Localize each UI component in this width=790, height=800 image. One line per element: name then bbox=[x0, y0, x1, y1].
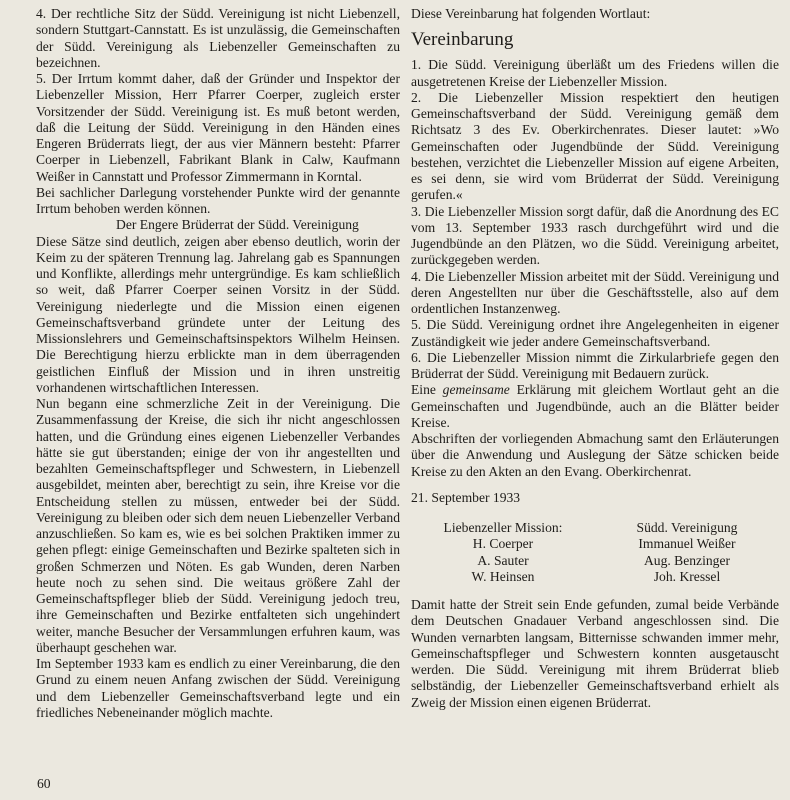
right-column bbox=[411, 6, 779, 711]
agreement-item-3: 3. Die Liebenzeller Mission sorgt dafür, daß die Anordnung des EC vom 13. September 1933 rasch durchgeführt wird und die Jugendbünde an den Plätzen, wo die Südd. Vereinigung arbeitet, zurückgegeben werden. bbox=[411, 203, 779, 268]
signatory-heading: Südd. Vereinigung bbox=[636, 520, 738, 535]
paragraph-damit: Damit hatte der Streit sein Ende gefunden, zumal beide Verbände dem Deutschen Gnadauer Verband angeschlossen sind. Die Wunden vernarbten langsam, Bitternisse schwanden immer mehr, Gemeinschaftspfleger und Schwestern konnten ausgetauscht werden. Die Südd. Vereinigung mit ihrem Brüderrat blieb selbständig, der Liebenzeller Gemeinschaftsverband erhielt als Zweig der Mission einen eigenen Brüderrat. bbox=[411, 597, 779, 710]
page-number: 60 bbox=[37, 776, 51, 791]
paragraph-saetze: Diese Sätze sind deutlich, zeigen aber ebenso deutlich, worin der Keim zu der späteren Trennung lag. Jahrelang gab es Spannungen und Konflikte, allerdings mehr untergründige. Es kam schließlich so weit, daß Pfarrer Coerper seinen Vorsitz in der Südd. Vereinigung niederlegte und die Mission einen eigenen Gemeinschaftsverband gründete unter der Leitung des Missionslehrers und Gemeinschaftsinspektors Wilhelm Heinsen. Die Berechtigung hierzu erblickte man in dem überragenden geistlichen Einfluß der Mission und in ihren unstreitig vorhandenen wirtschaftlichen Interessen. bbox=[36, 233, 400, 395]
paragraph-september: Im September 1933 kam es endlich zu einer Vereinbarung, die den Grund zu einem neuen Anfang zwischen der Südd. Vereinigung und dem Liebenzeller Gemeinschaftsverband legte und ein friedliches Nebeneinander möglich machte. bbox=[36, 656, 400, 720]
signatories-mission bbox=[411, 520, 595, 585]
signatories-vereinigung bbox=[595, 520, 779, 585]
left-column bbox=[36, 6, 400, 721]
agreement-item-5: 5. Die Südd. Vereinigung ordnet ihre Angelegenheiten in eigener Zuständigkeit wie jeder andere Gemeinschaftsverband. bbox=[411, 317, 779, 349]
signature-line: Der Engere Brüderrat der Südd. Vereinigung bbox=[116, 217, 359, 233]
signatory: Aug. Benzinger bbox=[643, 552, 731, 568]
gemeinsame-rest: Erklärung mit gleichem Wortlaut geht an die Gemeinschaften und Jugendbünde, auch an die Blätter beider Kreise. bbox=[411, 382, 780, 430]
signatory: Joh. Kressel bbox=[653, 568, 721, 584]
intro-line: Diese Vereinbarung hat folgenden Wortlaut: bbox=[411, 6, 651, 21]
gemeinsame-prefix: Eine bbox=[411, 382, 443, 398]
section-heading: Vereinbarung bbox=[411, 29, 514, 51]
signatory-heading: Liebenzeller Mission: bbox=[443, 520, 563, 535]
paragraph-darlegung: Bei sachlicher Darlegung vorstehender Punkte wird der genannte Irrtum behoben werden können. bbox=[36, 184, 400, 216]
paragraph-point-5: 5. Der Irrtum kommt daher, daß der Gründer und Inspektor der Liebenzeller Mission, Herr Pfarrer Coerper, zugleich erster Vorsitzender der Südd. Vereinigung ist. Es muß betont werden, daß die Leitung der Südd. Vereinigung in den Händen eines Engeren Brüderrats liegt, der aus vier Männern besteht: Pfarrer Coerper in Liebenzell, Fabrikant Blank in Calw, Kaufmann Weißer in Cannstatt und Professor Zimmermann in Korntal. bbox=[36, 71, 400, 184]
paragraph-nun: Nun begann eine schmerzliche Zeit in der Vereinigung. Die Zusammenfassung der Kreise, die sich ihr nicht angeschlossen hatten, und die Gründung eines eigenen Liebenzeller Verbandes hätte sie gut überstanden; einige der von ihr angestellten und bezahlten Gemeinschaftspfleger und Schwestern, in Liebenzell ausgebildet, meinten aber, berechtigt zu sein, ihre Kreise vor die Entscheidung stellen zu müssen, entweder bei der Südd. Vereinigung zu bleiben oder sich dem neuen Liebenzeller Verband anzuschließen. So kam es, wie es bei solchen Praktiken immer zu gehen pflegt: einige Gemeinschaften und Bezirke spalteten sich in großen Schmerzen und Nöten. Es gab Wunden, deren Narben heute noch zu sehen sind. Die weitaus größere Zahl der Gemeinschaftspfleger blieb der Südd. Vereinigung jedoch treu, ihre Gemeinschaften und Bezirke entfalteten sich ungehindert weiter, manche Besucher der Versammlungen erfuhren kaum, was überhaupt geschehen war. bbox=[36, 396, 400, 655]
paragraph-point-4: 4. Der rechtliche Sitz der Südd. Vereinigung ist nicht Liebenzell, sondern Stuttgart-Cannstatt. Es ist unzulässig, die Gemeinschaften der Südd. Vereinigung als Liebenzeller Gemeinschaften zu bezeichnen. bbox=[36, 6, 400, 70]
signature-block bbox=[411, 520, 779, 585]
paragraph-gemeinsame bbox=[411, 382, 779, 431]
gemeinsame-emphasis: gemeinsame bbox=[442, 382, 510, 398]
signatory: A. Sauter bbox=[477, 552, 529, 568]
agreement-item-1: 1. Die Südd. Vereinigung überläßt um des Friedens willen die ausgetretenen Kreise der Liebenzeller Mission. bbox=[411, 57, 779, 89]
paragraph-abschriften: Abschriften der vorliegenden Abmachung samt den Erläuterungen über die Anwendung und Auslegung der Sätze schicken beide Kreise zu den Akten an den Evang. Oberkirchenrat. bbox=[411, 431, 779, 479]
agreement-date: 21. September 1933 bbox=[411, 489, 521, 505]
signatory: W. Heinsen bbox=[471, 568, 535, 584]
signatory: H. Coerper bbox=[472, 536, 534, 552]
agreement-item-2: 2. Die Liebenzeller Mission respektiert den heutigen Gemeinschaftsverband der Südd. Vereinigung gemäß dem Richtsatz 3 des Ev. Oberkirchenrates. Dieser lautet: »Wo Gemeinschaften oder Jugendbünde der Südd. Vereinigung bestehen, verzichtet die Liebenzeller Mission auf eigene Arbeiten, es sei denn, sie wird vom Brüderrat der Südd. Vereinigung gerufen.« bbox=[411, 89, 779, 203]
signatory: Immanuel Weißer bbox=[638, 536, 736, 552]
agreement-item-4: 4. Die Liebenzeller Mission arbeitet mit der Südd. Vereinigung und deren Angestellten nur über die Geschäftsstelle, also auf dem ordentlichen Instanzenweg. bbox=[411, 268, 779, 316]
agreement-item-6: 6. Die Liebenzeller Mission nimmt die Zirkularbriefe gegen den Brüderrat der Südd. Vereinigung mit Bedauern zurück. bbox=[411, 349, 779, 381]
